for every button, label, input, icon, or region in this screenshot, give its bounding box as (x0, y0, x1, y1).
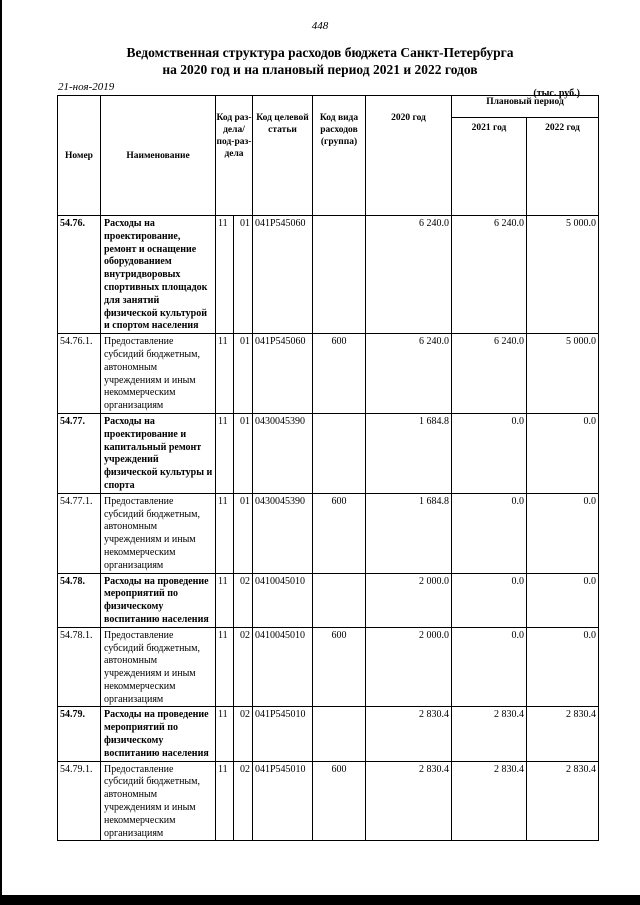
row-name: Предоставление субсидий бюджетным, автономным учреждениям и иным некоммерческим организациям (101, 761, 216, 841)
table-row (58, 493, 599, 573)
row-type (313, 573, 366, 627)
table-row (58, 627, 599, 707)
row-2020: 6 240.0 (366, 216, 452, 334)
row-target: 0410045010 (253, 573, 313, 627)
row-2021: 0.0 (452, 573, 527, 627)
row-2022: 2 830.4 (527, 761, 599, 841)
row-2020: 2 000.0 (366, 573, 452, 627)
row-2020: 2 830.4 (366, 761, 452, 841)
row-target: 041P545060 (253, 334, 313, 414)
row-section: 11 (216, 216, 234, 334)
row-type: 600 (313, 761, 366, 841)
row-number: 54.78.1. (58, 627, 101, 707)
row-type (313, 413, 366, 493)
row-number: 54.78. (58, 573, 101, 627)
row-2022: 5 000.0 (527, 216, 599, 334)
row-2022: 5 000.0 (527, 334, 599, 414)
row-number: 54.79. (58, 707, 101, 761)
row-subsection: 01 (234, 334, 253, 414)
row-type: 600 (313, 627, 366, 707)
row-name: Расходы на проведение мероприятий по физическому воспитанию населения (101, 707, 216, 761)
row-2021: 2 830.4 (452, 761, 527, 841)
row-2022: 0.0 (527, 493, 599, 573)
header-planned: Плановый период (452, 96, 599, 118)
row-target: 0430045390 (253, 493, 313, 573)
row-name: Расходы на проектирование и капитальный ремонт учреждений физической культуры и спорта (101, 413, 216, 493)
row-2020: 1 684.8 (366, 493, 452, 573)
table-row (58, 707, 599, 761)
row-subsection: 02 (234, 573, 253, 627)
row-number: 54.77. (58, 413, 101, 493)
title-line-1: Ведомственная структура расходов бюджета Санкт-Петербурга (126, 45, 514, 60)
document-date: 21-ноя-2019 (58, 81, 115, 93)
row-target: 041P545010 (253, 707, 313, 761)
row-subsection: 01 (234, 216, 253, 334)
row-2020: 2 830.4 (366, 707, 452, 761)
header-2022: 2022 год (527, 118, 599, 216)
row-section: 11 (216, 573, 234, 627)
row-2021: 2 830.4 (452, 707, 527, 761)
row-section: 11 (216, 707, 234, 761)
row-2021: 6 240.0 (452, 334, 527, 414)
row-section: 11 (216, 761, 234, 841)
row-2021: 0.0 (452, 493, 527, 573)
header-section: Код раз-дела/ под-раз-дела (216, 96, 253, 216)
units-label: (тыс. руб.) (533, 88, 580, 99)
row-2021: 0.0 (452, 413, 527, 493)
row-section: 11 (216, 413, 234, 493)
scan-border-left (0, 0, 2, 905)
row-2020: 1 684.8 (366, 413, 452, 493)
scan-border-bottom (0, 895, 640, 905)
row-type: 600 (313, 493, 366, 573)
header-type: Код вида расходов (группа) (313, 96, 366, 216)
row-subsection: 02 (234, 707, 253, 761)
row-subsection: 01 (234, 493, 253, 573)
row-2020: 2 000.0 (366, 627, 452, 707)
title-line-2: на 2020 год и на плановый период 2021 и 2022 годов (162, 62, 478, 77)
table-row (58, 334, 599, 414)
row-target: 041P545010 (253, 761, 313, 841)
row-2021: 0.0 (452, 627, 527, 707)
page-title (0, 44, 640, 78)
table-row (58, 573, 599, 627)
row-name: Предоставление субсидий бюджетным, автономным учреждениям и иным некоммерческим организациям (101, 334, 216, 414)
page-number: 448 (311, 20, 329, 32)
row-name: Расходы на проектирование, ремонт и оснащение оборудованием внутридворовых спортивных площадок для занятий физической культурой и спортом населения (101, 216, 216, 334)
row-2022: 0.0 (527, 573, 599, 627)
row-section: 11 (216, 627, 234, 707)
header-2021: 2021 год (452, 118, 527, 216)
row-2020: 6 240.0 (366, 334, 452, 414)
row-number: 54.76. (58, 216, 101, 334)
table-row (58, 761, 599, 841)
row-target: 041P545060 (253, 216, 313, 334)
row-section: 11 (216, 334, 234, 414)
row-type: 600 (313, 334, 366, 414)
row-number: 54.76.1. (58, 334, 101, 414)
header-number: Номер (58, 96, 101, 216)
header-target: Код целевой статьи (253, 96, 313, 216)
row-number: 54.79.1. (58, 761, 101, 841)
row-subsection: 02 (234, 627, 253, 707)
header-name: Наименование (101, 96, 216, 216)
row-subsection: 02 (234, 761, 253, 841)
row-2022: 0.0 (527, 413, 599, 493)
table-row (58, 413, 599, 493)
row-2022: 0.0 (527, 627, 599, 707)
row-type (313, 707, 366, 761)
row-section: 11 (216, 493, 234, 573)
row-2022: 2 830.4 (527, 707, 599, 761)
row-target: 0410045010 (253, 627, 313, 707)
row-type (313, 216, 366, 334)
table-row (58, 216, 599, 334)
budget-table (57, 95, 599, 841)
row-name: Предоставление субсидий бюджетным, автономным учреждениям и иным некоммерческим организациям (101, 493, 216, 573)
row-name: Предоставление субсидий бюджетным, автономным учреждениям и иным некоммерческим организациям (101, 627, 216, 707)
row-name: Расходы на проведение мероприятий по физическому воспитанию населения (101, 573, 216, 627)
row-subsection: 01 (234, 413, 253, 493)
row-target: 0430045390 (253, 413, 313, 493)
row-2021: 6 240.0 (452, 216, 527, 334)
row-number: 54.77.1. (58, 493, 101, 573)
header-2020: 2020 год (366, 96, 452, 216)
